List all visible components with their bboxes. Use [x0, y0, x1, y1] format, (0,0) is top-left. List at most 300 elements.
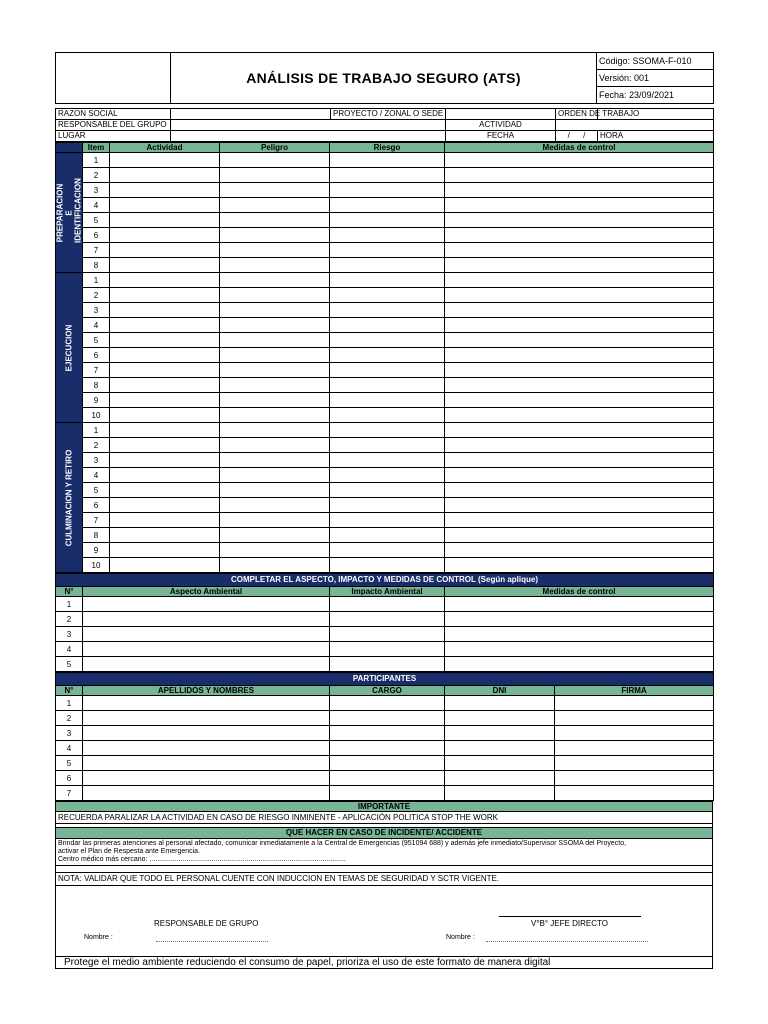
medidas-cell[interactable]	[445, 627, 714, 642]
riesgo-cell[interactable]	[330, 543, 445, 558]
table-row	[56, 183, 714, 198]
item-number: 9	[83, 393, 110, 408]
actividad-label: ACTIVIDAD	[446, 120, 556, 131]
actividad-field[interactable]	[556, 120, 714, 131]
aspecto-col-n: N°	[56, 587, 83, 597]
peligro-cell[interactable]	[220, 483, 330, 498]
actividad-cell[interactable]	[110, 543, 220, 558]
table-row	[56, 483, 714, 498]
aspecto-col-aspecto: Aspecto Ambiental	[83, 587, 330, 597]
table-row	[56, 423, 714, 438]
row-number: 6	[56, 771, 83, 786]
riesgo-cell[interactable]	[330, 528, 445, 543]
section-label-text: EJECUCION	[64, 324, 74, 371]
dni-cell[interactable]	[445, 711, 555, 726]
participantes-table	[55, 672, 714, 801]
actividad-cell[interactable]	[110, 423, 220, 438]
item-number: 5	[83, 483, 110, 498]
table-row	[56, 771, 714, 786]
peligro-cell[interactable]	[220, 558, 330, 573]
cargo-cell[interactable]	[330, 771, 445, 786]
actividad-cell[interactable]	[110, 153, 220, 168]
section-label-0	[56, 153, 83, 273]
actividad-cell[interactable]	[110, 513, 220, 528]
col-actividad: Actividad	[110, 143, 220, 153]
table-row	[56, 558, 714, 573]
form-code: Código: SSOMA-F-010	[597, 53, 714, 70]
jefe-directo-label: V°B° JEFE DIRECTO	[531, 919, 608, 928]
fecha-slash: /	[567, 131, 570, 140]
form-header	[55, 52, 714, 104]
medidas-cell[interactable]	[445, 333, 714, 348]
impacto-cell[interactable]	[330, 642, 445, 657]
peligro-cell[interactable]	[220, 153, 330, 168]
actividad-cell[interactable]	[110, 333, 220, 348]
importante-title: IMPORTANTE	[56, 802, 713, 812]
part-col-cargo: CARGO	[330, 686, 445, 696]
table-row	[56, 741, 714, 756]
item-number: 3	[83, 183, 110, 198]
riesgo-cell[interactable]	[330, 468, 445, 483]
riesgo-cell[interactable]	[330, 558, 445, 573]
importante-table	[55, 801, 713, 886]
riesgo-cell[interactable]	[330, 153, 445, 168]
col-peligro: Peligro	[220, 143, 330, 153]
firma-cell[interactable]	[555, 741, 714, 756]
row-number: 7	[56, 786, 83, 801]
row-number: 3	[56, 627, 83, 642]
table-row	[56, 786, 714, 801]
riesgo-cell[interactable]	[330, 438, 445, 453]
aspecto-table	[55, 573, 714, 672]
row-number: 1	[56, 597, 83, 612]
riesgo-cell[interactable]	[330, 498, 445, 513]
medidas-cell[interactable]	[445, 258, 714, 273]
medidas-cell[interactable]	[445, 558, 714, 573]
signature-area	[55, 886, 713, 957]
table-row	[56, 513, 714, 528]
peligro-cell[interactable]	[220, 513, 330, 528]
form-version: Versión: 001	[597, 70, 714, 87]
incidente-title: QUE HACER EN CASO DE INCIDENTE/ ACCIDENTE	[56, 828, 713, 839]
table-row	[56, 642, 714, 657]
medidas-cell[interactable]	[445, 657, 714, 672]
aspecto-cell[interactable]	[83, 627, 330, 642]
nombres-cell[interactable]	[83, 696, 330, 711]
medidas-cell[interactable]	[445, 438, 714, 453]
hora-label: HORA	[600, 131, 624, 140]
ats-form	[55, 52, 713, 969]
aspecto-col-impacto: Impacto Ambiental	[330, 587, 445, 597]
riesgo-cell[interactable]	[330, 348, 445, 363]
dni-cell[interactable]	[445, 741, 555, 756]
table-row	[56, 612, 714, 627]
nombres-cell[interactable]	[83, 771, 330, 786]
row-number: 5	[56, 657, 83, 672]
table-row	[56, 657, 714, 672]
cargo-cell[interactable]	[330, 756, 445, 771]
dni-cell[interactable]	[445, 771, 555, 786]
medidas-cell[interactable]	[445, 483, 714, 498]
medidas-cell[interactable]	[445, 153, 714, 168]
orden-trabajo-label: ORDEN DE TRABAJO	[556, 109, 598, 120]
table-row	[56, 543, 714, 558]
item-number: 6	[83, 498, 110, 513]
responsable-label: RESPONSABLE DEL GRUPO	[56, 120, 171, 131]
riesgo-cell[interactable]	[330, 333, 445, 348]
actividad-cell[interactable]	[110, 168, 220, 183]
table-row	[56, 726, 714, 741]
item-number: 1	[83, 423, 110, 438]
aspecto-cell[interactable]	[83, 597, 330, 612]
section-label-1	[56, 273, 83, 423]
actividad-cell[interactable]	[110, 438, 220, 453]
row-number: 2	[56, 612, 83, 627]
item-number: 7	[83, 513, 110, 528]
row-number: 3	[56, 726, 83, 741]
riesgo-cell[interactable]	[330, 378, 445, 393]
actividad-cell[interactable]	[110, 213, 220, 228]
item-number: 3	[83, 303, 110, 318]
nombres-cell[interactable]	[83, 756, 330, 771]
item-number: 7	[83, 363, 110, 378]
item-number: 2	[83, 288, 110, 303]
nombres-cell[interactable]	[83, 786, 330, 801]
actividad-cell[interactable]	[110, 393, 220, 408]
proyecto-field[interactable]	[446, 109, 556, 120]
section-label-text: CULMINACION Y RETIRO	[64, 449, 74, 546]
part-col-firma: FIRMA	[555, 686, 714, 696]
medidas-cell[interactable]	[445, 453, 714, 468]
item-number: 8	[83, 378, 110, 393]
table-row	[56, 711, 714, 726]
table-row	[56, 348, 714, 363]
table-row	[56, 453, 714, 468]
peligro-cell[interactable]	[220, 213, 330, 228]
peligro-cell[interactable]	[220, 273, 330, 288]
peligro-cell[interactable]	[220, 438, 330, 453]
cargo-cell[interactable]	[330, 741, 445, 756]
peligro-cell[interactable]	[220, 168, 330, 183]
actividad-cell[interactable]	[110, 183, 220, 198]
table-row	[56, 438, 714, 453]
aspecto-cell[interactable]	[83, 612, 330, 627]
col-item: Item	[83, 143, 110, 153]
peligro-cell[interactable]	[220, 543, 330, 558]
item-number: 6	[83, 228, 110, 243]
item-number: 7	[83, 243, 110, 258]
medidas-cell[interactable]	[445, 498, 714, 513]
activity-table	[55, 142, 714, 573]
aspecto-cell[interactable]	[83, 642, 330, 657]
firma-cell[interactable]	[555, 711, 714, 726]
spacer	[56, 866, 713, 873]
medidas-cell[interactable]	[445, 543, 714, 558]
firma-cell[interactable]	[555, 756, 714, 771]
medidas-cell[interactable]	[445, 303, 714, 318]
actividad-cell[interactable]	[110, 483, 220, 498]
fecha-label: FECHA	[446, 131, 556, 142]
peligro-cell[interactable]	[220, 528, 330, 543]
table-row	[56, 528, 714, 543]
medidas-cell[interactable]	[445, 213, 714, 228]
signature-line	[499, 916, 641, 917]
participantes-title: PARTICIPANTES	[56, 673, 714, 686]
razon-social-field[interactable]	[171, 109, 331, 120]
item-number: 8	[83, 528, 110, 543]
nombres-cell[interactable]	[83, 726, 330, 741]
cargo-cell[interactable]	[330, 711, 445, 726]
nota-text: NOTA: VALIDAR QUE TODO EL PERSONAL CUENTE CON INDUCCION EN TEMAS DE SEGURIDAD Y SCTR VIGENTE.	[56, 873, 713, 886]
item-number: 10	[83, 558, 110, 573]
item-number: 6	[83, 348, 110, 363]
footer-note: Protege el medio ambiente reduciendo el consumo de papel, prioriza el uso de este formato de manera digital	[55, 957, 713, 969]
impacto-cell[interactable]	[330, 627, 445, 642]
nombres-cell[interactable]	[83, 711, 330, 726]
table-row	[56, 408, 714, 423]
actividad-cell[interactable]	[110, 498, 220, 513]
dni-cell[interactable]	[445, 786, 555, 801]
riesgo-cell[interactable]	[330, 288, 445, 303]
aspecto-cell[interactable]	[83, 657, 330, 672]
responsable-grupo-label: RESPONSABLE DE GRUPO	[154, 919, 259, 928]
section-label-2	[56, 423, 83, 573]
peligro-cell[interactable]	[220, 453, 330, 468]
peligro-cell[interactable]	[220, 348, 330, 363]
cargo-cell[interactable]	[330, 786, 445, 801]
table-row	[56, 468, 714, 483]
actividad-cell[interactable]	[110, 468, 220, 483]
dni-cell[interactable]	[445, 756, 555, 771]
incidente-line3: Centro médico más cercano: .....................................................................................................	[58, 856, 346, 863]
table-row	[56, 756, 714, 771]
riesgo-cell[interactable]	[330, 483, 445, 498]
impacto-cell[interactable]	[330, 597, 445, 612]
medidas-cell[interactable]	[445, 642, 714, 657]
nombre-label-1: Nombre :	[84, 934, 113, 941]
medidas-cell[interactable]	[445, 513, 714, 528]
medidas-cell[interactable]	[445, 228, 714, 243]
peligro-cell[interactable]	[220, 303, 330, 318]
table-row	[56, 168, 714, 183]
medidas-cell[interactable]	[445, 468, 714, 483]
peligro-cell[interactable]	[220, 423, 330, 438]
impacto-cell[interactable]	[330, 612, 445, 627]
actividad-cell[interactable]	[110, 363, 220, 378]
table-row	[56, 153, 714, 168]
riesgo-cell[interactable]	[330, 453, 445, 468]
peligro-cell[interactable]	[220, 468, 330, 483]
medidas-cell[interactable]	[445, 273, 714, 288]
table-row	[56, 378, 714, 393]
peligro-cell[interactable]	[220, 258, 330, 273]
row-number: 5	[56, 756, 83, 771]
item-number: 4	[83, 468, 110, 483]
riesgo-cell[interactable]	[330, 423, 445, 438]
firma-cell[interactable]	[555, 696, 714, 711]
section-label-text: PREPARACION E IDENTIFICACION	[55, 177, 83, 243]
actividad-cell[interactable]	[110, 408, 220, 423]
table-row	[56, 498, 714, 513]
dni-cell[interactable]	[445, 696, 555, 711]
actividad-cell[interactable]	[110, 288, 220, 303]
item-number: 2	[83, 168, 110, 183]
section-header-blank	[56, 143, 83, 153]
riesgo-cell[interactable]	[330, 198, 445, 213]
table-row	[56, 696, 714, 711]
item-number: 3	[83, 453, 110, 468]
item-number: 2	[83, 438, 110, 453]
medidas-cell[interactable]	[445, 168, 714, 183]
peligro-cell[interactable]	[220, 318, 330, 333]
table-row	[56, 213, 714, 228]
lugar-label: LUGAR	[56, 131, 171, 142]
riesgo-cell[interactable]	[330, 228, 445, 243]
logo-area	[56, 53, 171, 104]
medidas-cell[interactable]	[445, 198, 714, 213]
medidas-cell[interactable]	[445, 348, 714, 363]
peligro-cell[interactable]	[220, 228, 330, 243]
incidente-line1: Brindar las primeras atenciones al personal afectado, comunicar inmediatamente a la Central de Emergencias (951094 688) y además jefe inmediato/Supervisor SSOMA del Proyecto,	[58, 840, 627, 847]
peligro-cell[interactable]	[220, 198, 330, 213]
table-row	[56, 393, 714, 408]
riesgo-cell[interactable]	[330, 408, 445, 423]
riesgo-cell[interactable]	[330, 303, 445, 318]
table-row	[56, 333, 714, 348]
riesgo-cell[interactable]	[330, 273, 445, 288]
table-row	[56, 198, 714, 213]
item-number: 1	[83, 273, 110, 288]
aspecto-col-medidas: Medidas de control	[445, 587, 714, 597]
actividad-cell[interactable]	[110, 528, 220, 543]
form-date: Fecha: 23/09/2021	[597, 87, 714, 104]
peligro-cell[interactable]	[220, 393, 330, 408]
medidas-cell[interactable]	[445, 378, 714, 393]
peligro-cell[interactable]	[220, 378, 330, 393]
actividad-cell[interactable]	[110, 558, 220, 573]
actividad-cell[interactable]	[110, 243, 220, 258]
actividad-cell[interactable]	[110, 273, 220, 288]
actividad-cell[interactable]	[110, 228, 220, 243]
table-row	[56, 243, 714, 258]
importante-text: RECUERDA PARALIZAR LA ACTIVIDAD EN CASO DE RIESGO INMINENTE - APLICACIÓN POLITICA STOP THE WORK	[56, 812, 713, 824]
peligro-cell[interactable]	[220, 363, 330, 378]
medidas-cell[interactable]	[445, 423, 714, 438]
medidas-cell[interactable]	[445, 393, 714, 408]
riesgo-cell[interactable]	[330, 318, 445, 333]
part-col-dni: DNI	[445, 686, 555, 696]
hora-field[interactable]	[598, 131, 714, 142]
table-row	[56, 273, 714, 288]
nombre-label-2: Nombre :	[446, 934, 475, 941]
actividad-cell[interactable]	[110, 318, 220, 333]
table-row	[56, 258, 714, 273]
responsable-field[interactable]	[171, 120, 446, 131]
part-col-n: N°	[56, 686, 83, 696]
item-number: 4	[83, 318, 110, 333]
riesgo-cell[interactable]	[330, 363, 445, 378]
peligro-cell[interactable]	[220, 243, 330, 258]
item-number: 8	[83, 258, 110, 273]
actividad-cell[interactable]	[110, 378, 220, 393]
firma-cell[interactable]	[555, 726, 714, 741]
peligro-cell[interactable]	[220, 288, 330, 303]
fecha-slash: /	[583, 131, 586, 140]
medidas-cell[interactable]	[445, 183, 714, 198]
info-table	[55, 108, 714, 142]
medidas-cell[interactable]	[445, 528, 714, 543]
medidas-cell[interactable]	[445, 612, 714, 627]
riesgo-cell[interactable]	[330, 168, 445, 183]
aspecto-title: COMPLETAR EL ASPECTO, IMPACTO Y MEDIDAS DE CONTROL (Según aplique)	[56, 574, 714, 587]
table-row	[56, 597, 714, 612]
riesgo-cell[interactable]	[330, 183, 445, 198]
table-row	[56, 363, 714, 378]
table-row	[56, 303, 714, 318]
cargo-cell[interactable]	[330, 696, 445, 711]
table-row	[56, 288, 714, 303]
medidas-cell[interactable]	[445, 597, 714, 612]
riesgo-cell[interactable]	[330, 258, 445, 273]
nombre-field-1[interactable]	[156, 941, 268, 942]
row-number: 1	[56, 696, 83, 711]
col-riesgo: Riesgo	[330, 143, 445, 153]
nombre-field-2[interactable]	[486, 941, 648, 942]
medidas-cell[interactable]	[445, 288, 714, 303]
peligro-cell[interactable]	[220, 333, 330, 348]
table-row	[56, 228, 714, 243]
nombres-cell[interactable]	[83, 741, 330, 756]
dni-cell[interactable]	[445, 726, 555, 741]
firma-cell[interactable]	[555, 771, 714, 786]
cargo-cell[interactable]	[330, 726, 445, 741]
item-number: 9	[83, 543, 110, 558]
actividad-cell[interactable]	[110, 258, 220, 273]
riesgo-cell[interactable]	[330, 243, 445, 258]
item-number: 4	[83, 198, 110, 213]
impacto-cell[interactable]	[330, 657, 445, 672]
table-row	[56, 318, 714, 333]
lugar-field[interactable]	[171, 131, 446, 142]
razon-social-label: RAZON SOCIAL	[56, 109, 171, 120]
medidas-cell[interactable]	[445, 318, 714, 333]
peligro-cell[interactable]	[220, 183, 330, 198]
item-number: 5	[83, 333, 110, 348]
peligro-cell[interactable]	[220, 408, 330, 423]
peligro-cell[interactable]	[220, 498, 330, 513]
medidas-cell[interactable]	[445, 363, 714, 378]
form-title: ANÁLISIS DE TRABAJO SEGURO (ATS)	[171, 53, 597, 104]
actividad-cell[interactable]	[110, 303, 220, 318]
item-number: 10	[83, 408, 110, 423]
medidas-cell[interactable]	[445, 243, 714, 258]
part-col-nombres: APELLIDOS Y NOMBRES	[83, 686, 330, 696]
col-medidas: Medidas de control	[445, 143, 714, 153]
medidas-cell[interactable]	[445, 408, 714, 423]
incidente-text	[56, 839, 713, 866]
riesgo-cell[interactable]	[330, 513, 445, 528]
riesgo-cell[interactable]	[330, 393, 445, 408]
fecha-field[interactable]	[556, 131, 598, 142]
row-number: 2	[56, 711, 83, 726]
firma-cell[interactable]	[555, 786, 714, 801]
riesgo-cell[interactable]	[330, 213, 445, 228]
incidente-line2: activar el Plan de Respesta ante Emergencia.	[58, 848, 201, 855]
actividad-cell[interactable]	[110, 348, 220, 363]
actividad-cell[interactable]	[110, 453, 220, 468]
proyecto-label: PROYECTO / ZONAL O SEDE	[331, 109, 446, 120]
actividad-cell[interactable]	[110, 198, 220, 213]
